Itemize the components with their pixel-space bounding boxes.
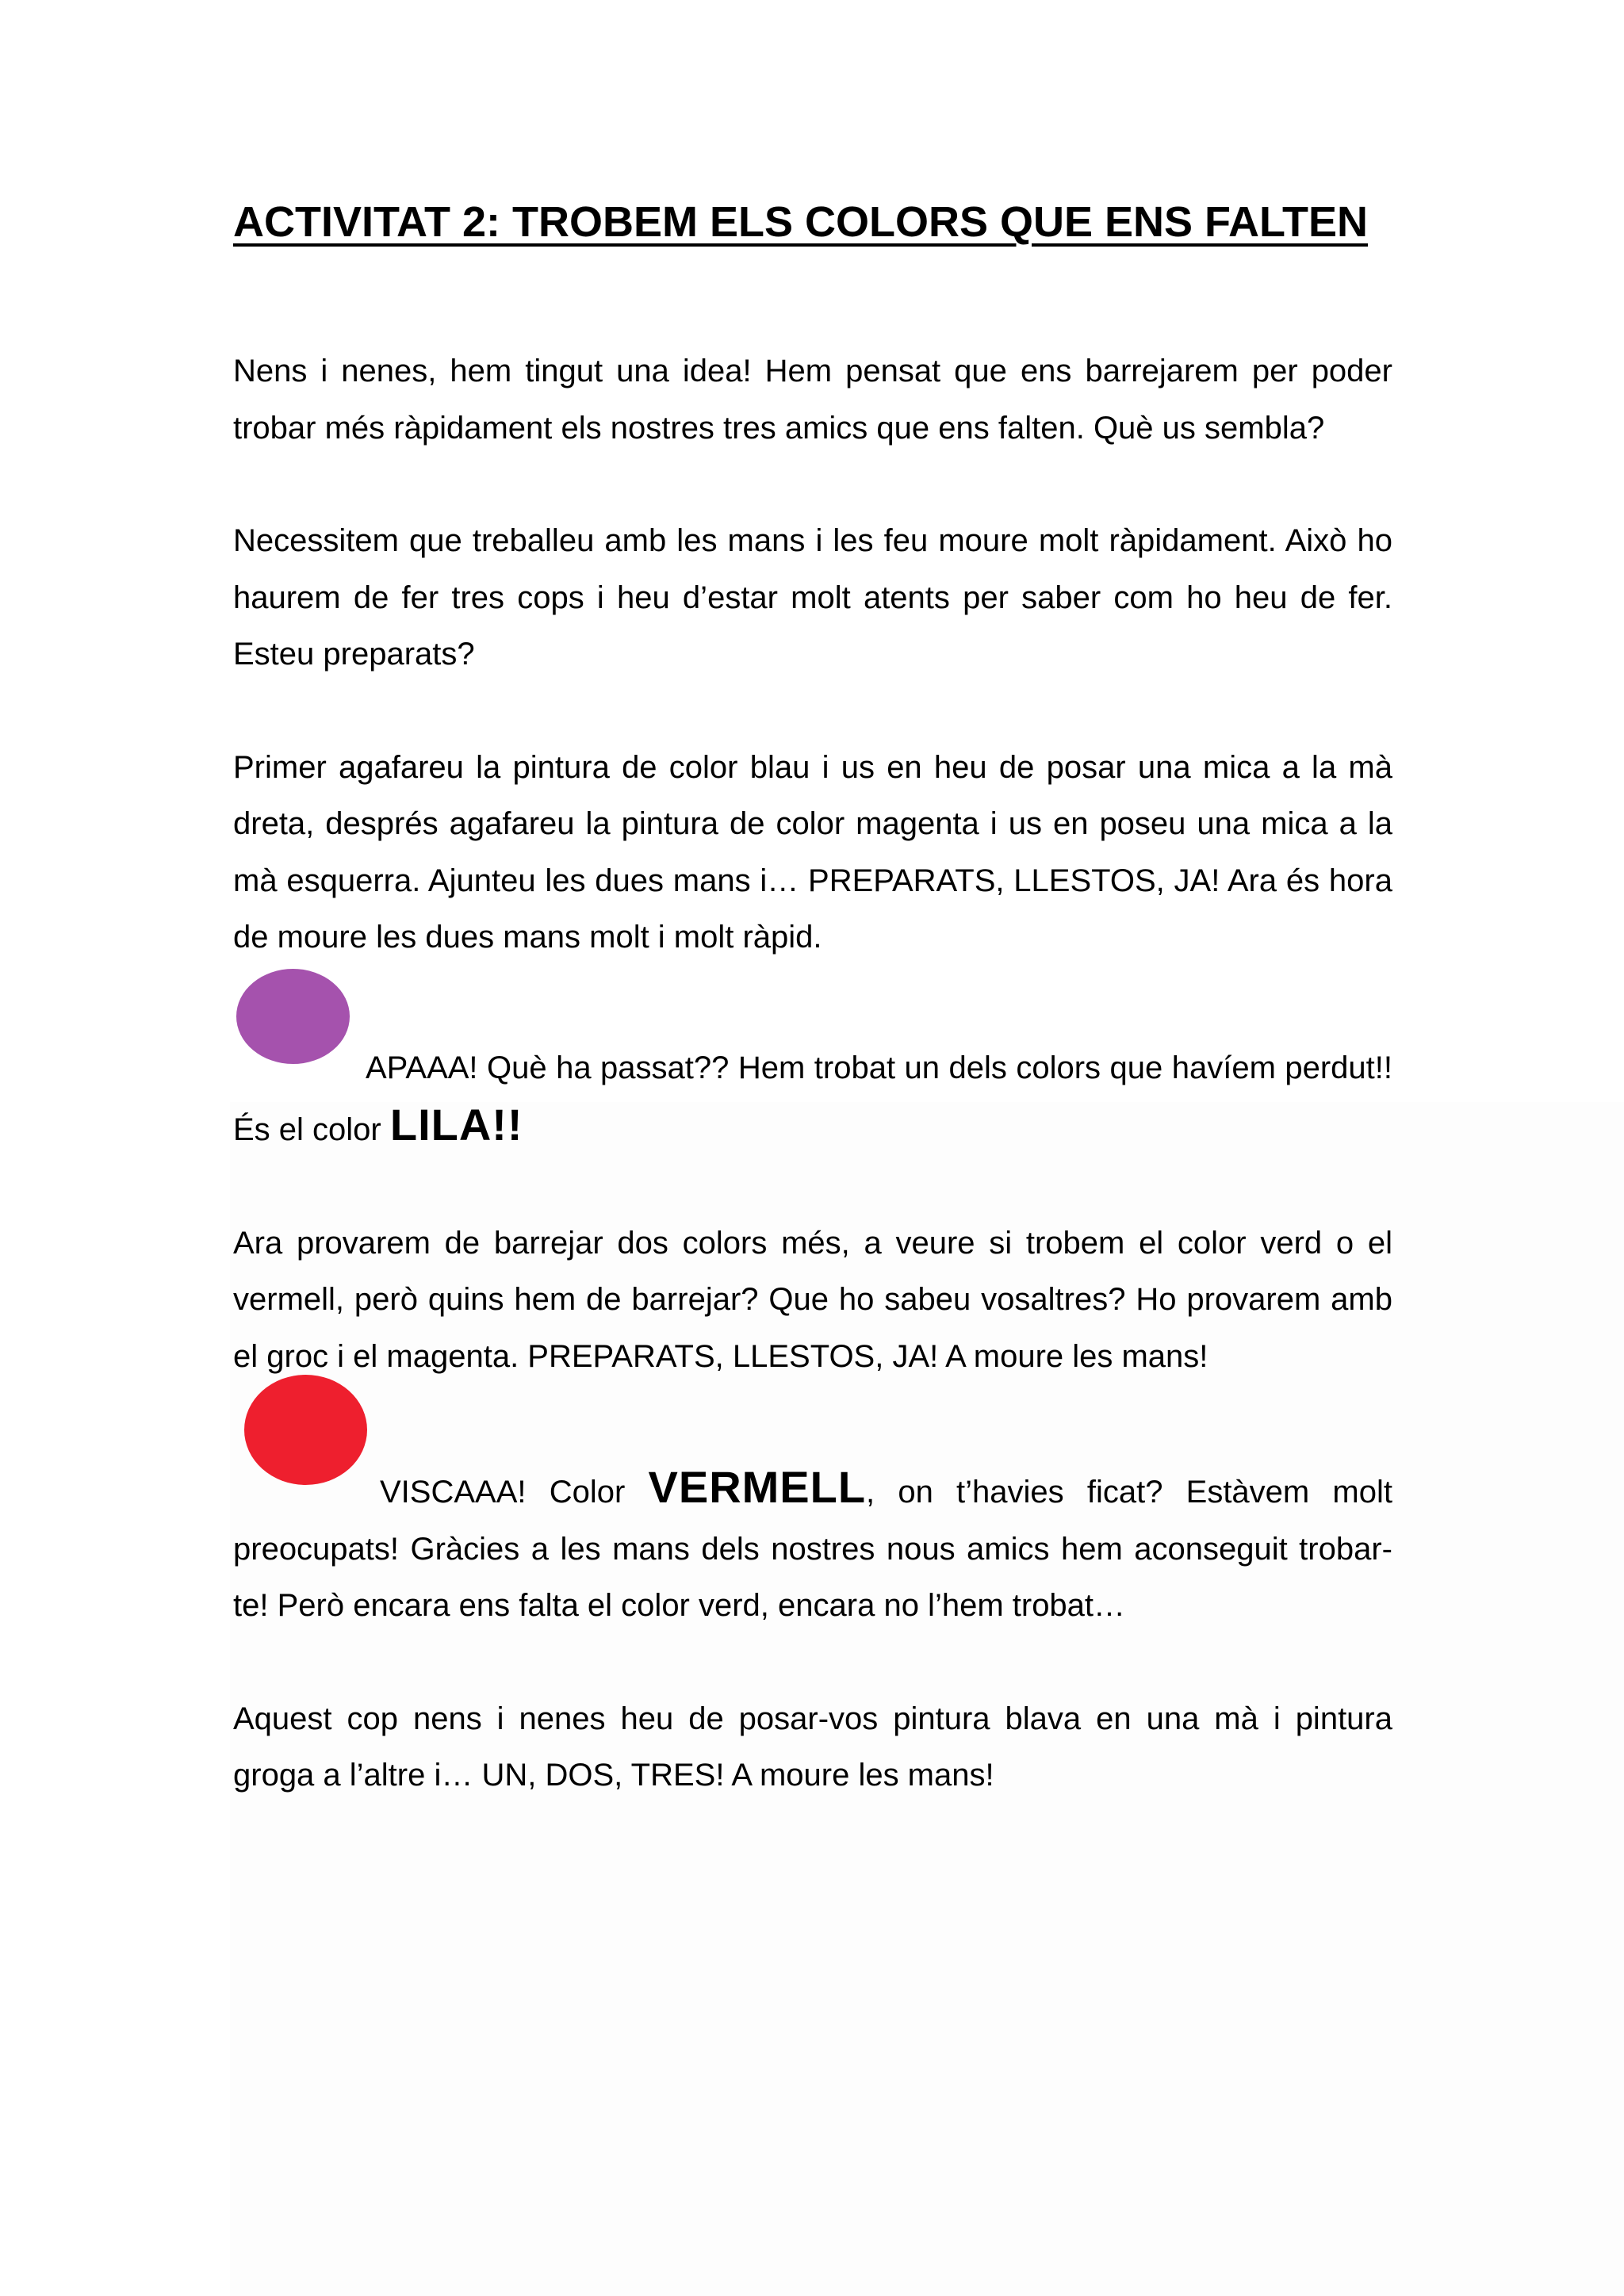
paragraph-instructions: Necessitem que treballeu amb les mans i les feu moure molt ràpidament. Això ho haurem de fer tres cops i heu d’estar molt atents per saber com ho heu de fer. Esteu preparats? (233, 523, 1392, 672)
lila-color-dot (236, 969, 350, 1064)
lila-text: APAAA! Què ha passat?? Hem trobat un dels colors que havíem perdut!! És el color (233, 1050, 1392, 1147)
lila-emphasis: LILA!! (389, 1100, 523, 1150)
paragraph-lila (233, 1040, 1392, 1159)
paragraph-first-mix: Primer agafareu la pintura de color blau i us en heu de posar una mica a la mà dreta, després agafareu la pintura de color magenta i us en poseu una mica a la mà esquerra. Ajunteu les dues mans i… PREPARATS, LLESTOS, JA! Ara és hora de moure les dues mans molt i molt ràpid. (233, 749, 1392, 955)
document-body (233, 184, 1392, 1804)
paragraph-third-mix: Aquest cop nens i nenes heu de posar-vos pintura blava en una mà i pintura groga a l’altre i… UN, DOS, TRES! A moure les mans! (233, 1701, 1392, 1793)
vermell-emphasis: VERMELL (648, 1462, 867, 1512)
vermell-text-after: , on t’havies ficat? Estàvem molt preocupats! Gràcies a les mans dels nostres nous amics hem aconseguit trobar-te! Però encara ens falta el color verd, encara no l’hem trobat… (233, 1475, 1393, 1623)
vermell-text-before: VISCAAA! Color (380, 1475, 649, 1510)
page-title: ACTIVITAT 2: TROBEM ELS COLORS QUE ENS FALTEN (233, 198, 1369, 246)
paragraph-vermell (233, 1459, 1392, 1635)
paragraph-second-mix: Ara provarem de barrejar dos colors més, a veure si trobem el color verd o el vermell, però quins hem de barrejar? Que ho sabeu vosaltres? Ho provarem amb el groc i el magenta. PREPARATS, LLESTOS, JA! A moure les mans! (233, 1225, 1392, 1374)
vermell-color-dot (244, 1375, 367, 1485)
paragraph-idea: Nens i nenes, hem tingut una idea! Hem pensat que ens barrejarem per poder trobar més ràpidament els nostres tres amics que ens falten. Què us sembla? (233, 354, 1392, 446)
